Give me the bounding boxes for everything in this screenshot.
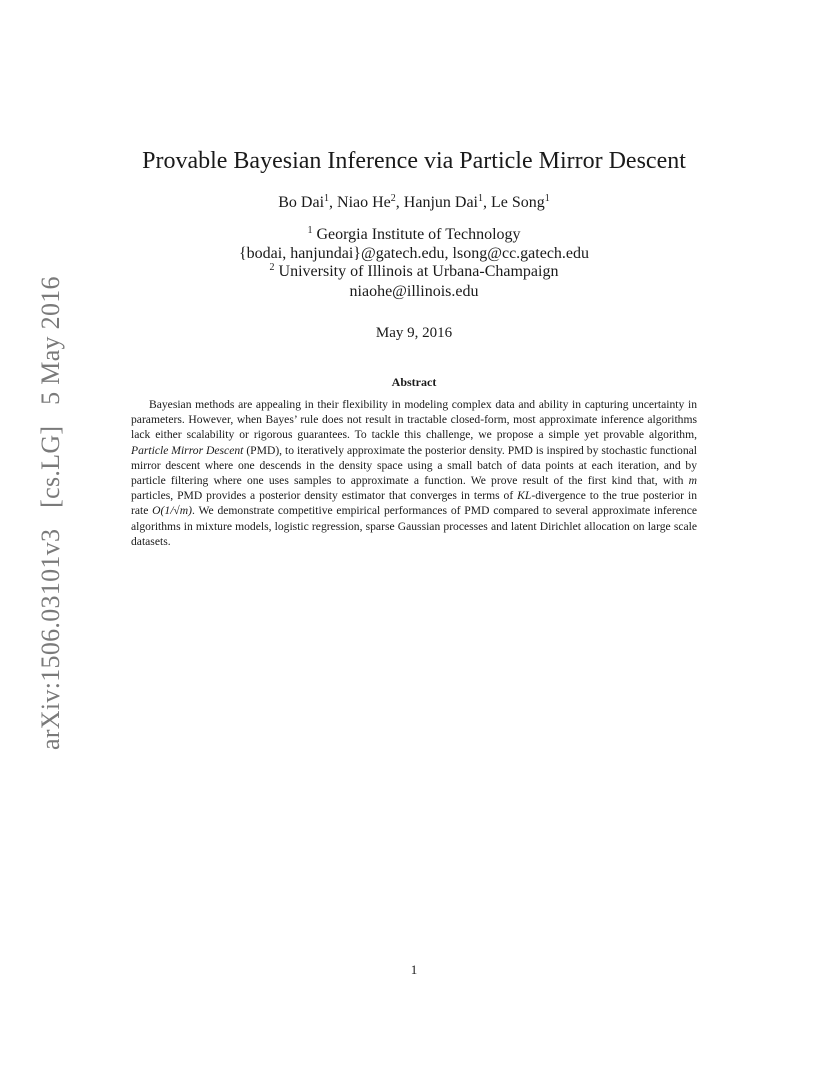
author-affil-mark: 1 [324,193,330,204]
abstract-text [131,397,697,549]
affiliation-name: University of Illinois at Urbana-Champaign [278,263,559,280]
arxiv-date: 5 May 2016 [36,276,65,405]
affiliation-name: Georgia Institute of Technology [316,226,521,243]
abstract-part: Bayesian methods are appealing in their flexibility in modeling complex data and ability in capturing uncertainty in parameters. However, when Bayes’ rule does not result in tractable closed-form, most approximate inference algorithms lack either scalability or rigorous guarantees. To tackle this challenge, we propose a simple yet provable algorithm, [131,398,697,442]
affiliation-2-emails: niaohe@illinois.edu [349,283,479,300]
author-affil-mark: 1 [477,193,483,204]
affiliation-mark: 2 [269,262,275,273]
author-name: Le Song [490,194,545,211]
abstract-part: (PMD), to iteratively approximate the posterior density. PMD is inspired by stochastic functional mirror descent where one descends in the density space using a small batch of data points at each iteration, and by particle filtering where one uses samples to approximate a function. We prove result of the first kind that, with [131,443,697,488]
arxiv-identifier: arXiv:1506.03101v3 [36,528,65,750]
abstract-part: -divergence to the true posterior in rate [131,489,698,518]
abstract-heading: Abstract [391,375,437,389]
author-name: Hanjun Dai [403,194,478,211]
affiliation-mark: 1 [307,225,313,236]
math-rate: O(1/√m) [152,504,193,518]
affiliation-1 [0,225,828,244]
abstract-part: . We demonstrate competitive empirical performances of PMD compared to several approximate inference algorithms in mixture models, logistic regression, sparse Gaussian processes and latent Dirichlet allocation on large scale datasets. [131,504,697,548]
abstract-part: particles, PMD provides a posterior density estimator that converges in terms of [131,489,518,503]
paper-date: May 9, 2016 [375,325,453,341]
math-kl: KL [517,489,532,503]
author-name: Bo Dai [278,194,325,211]
page-number: 1 [410,962,418,977]
arxiv-category: [cs.LG] [36,425,65,508]
affiliation-2 [0,262,828,281]
affiliation-1-emails: {bodai, hanjundai}@gatech.edu, lsong@cc.gatech.edu [238,245,590,262]
math-variable: m [688,474,697,488]
algorithm-name: Particle Mirror Descent [131,443,244,457]
author-name: Niao He [337,194,391,211]
author-affil-mark: 2 [390,193,396,204]
author-list: Bo Dai$^1$, Niao He$^2$, Hanjun Dai$^1$, Le Song$^1$ [278,193,550,211]
author-affil-mark: 1 [544,193,550,204]
paper-title: Provable Bayesian Inference via Particle Mirror Descent [142,148,686,174]
